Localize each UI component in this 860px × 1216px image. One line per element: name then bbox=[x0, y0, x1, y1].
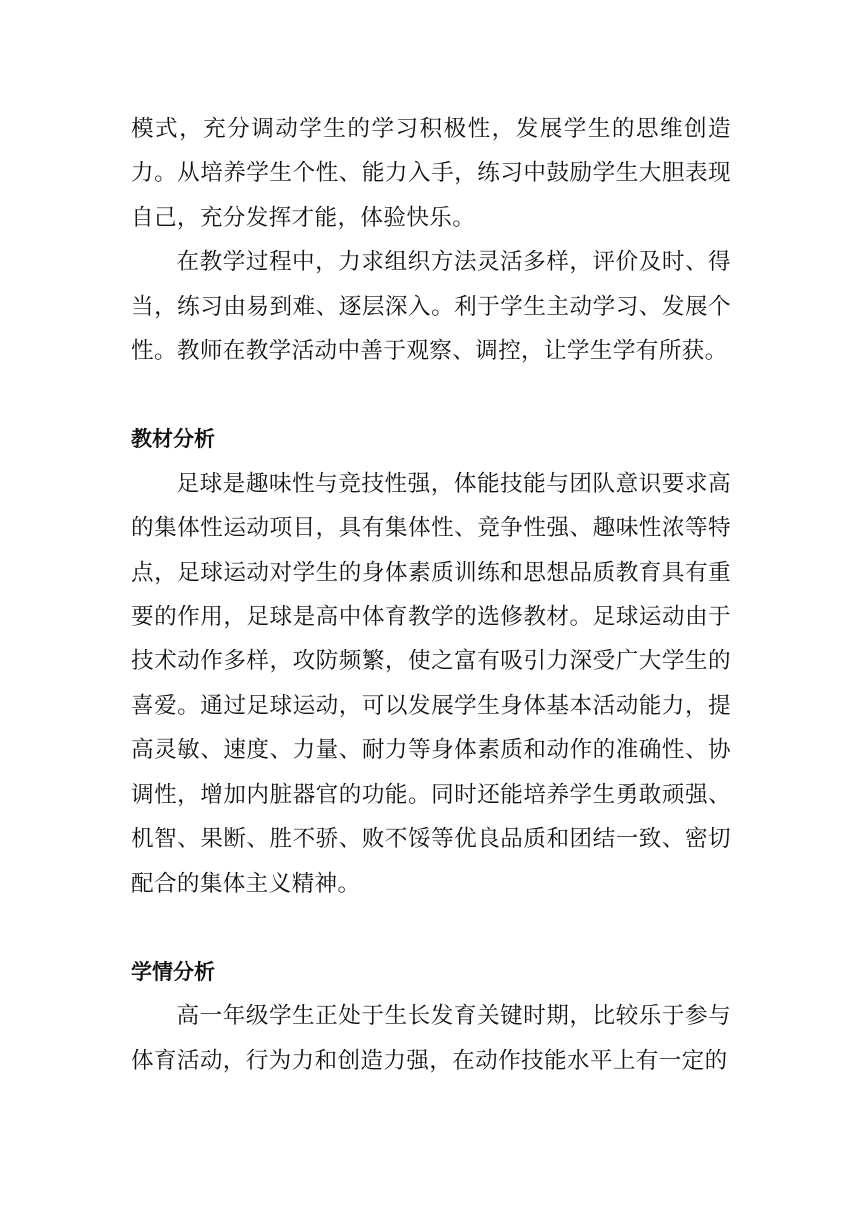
section-spacer bbox=[131, 373, 731, 417]
section-spacer bbox=[131, 906, 731, 950]
textbook-analysis-paragraph: 足球是趣味性与竞技性强，体能技能与团队意识要求高的集体性运动项目，具有集体性、竞争性强、趣味性浓等特点，足球运动对学生的身体素质训练和思想品质教育具有重要的作用，足球是高中体育教学的选修教材。足球运动由于技术动作多样，攻防频繁，使之富有吸引力深受广大学生的喜爱。通过足球运动，可以发展学生身体基本活动能力，提高灵敏、速度、力量、耐力等身体素质和动作的准确性、协调性，增加内脏器官的功能。同时还能培养学生勇敢顽强、机智、果断、胜不骄、败不馁等优良品质和团结一致、密切配合的集体主义精神。 bbox=[131, 470, 731, 897]
document-page bbox=[131, 107, 731, 1083]
section-heading-textbook-analysis: 教材分析 bbox=[131, 427, 215, 452]
intro-paragraph-continued: 模式，充分调动学生的学习积极性，发展学生的思维创造力。从培养学生个性、能力入手，练习中鼓励学生大胆表现自己，充分发挥才能，体验快乐。 bbox=[131, 116, 731, 231]
teaching-process-paragraph: 在教学过程中，力求组织方法灵活多样，评价及时、得当，练习由易到难、逐层深入。利于学生主动学习、发展个性。教师在教学活动中善于观察、调控，让学生学有所获。 bbox=[131, 249, 731, 365]
student-analysis-paragraph: 高一年级学生正处于生长发育关键时期，比较乐于参与体育活动，行为力和创造力强，在动作技能水平上有一定的 bbox=[131, 1003, 731, 1074]
section-heading-student-analysis: 学情分析 bbox=[131, 959, 215, 984]
